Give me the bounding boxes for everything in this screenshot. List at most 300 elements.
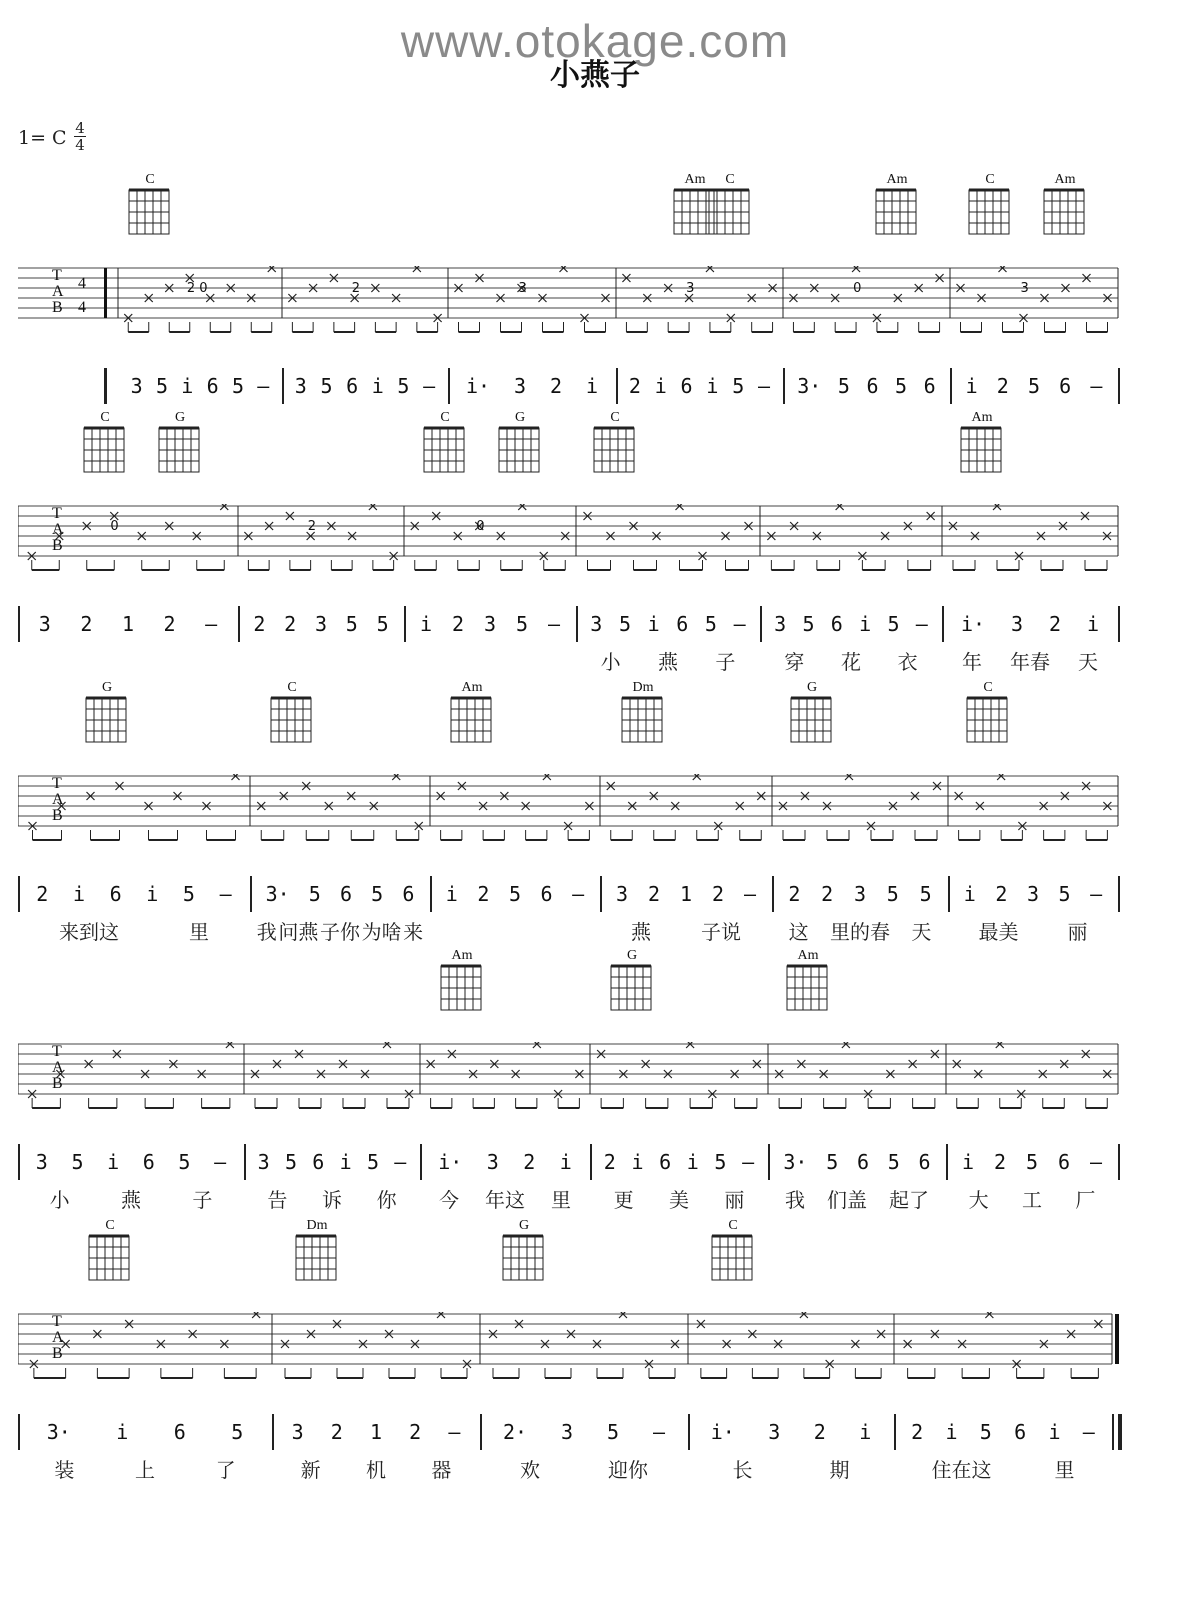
jianpu-note: 2·: [502, 1420, 528, 1444]
jianpu-note: 5: [231, 1420, 244, 1444]
jianpu-note: i: [859, 612, 872, 636]
lyric-measure: [948, 644, 1112, 676]
chord-name: G: [806, 680, 818, 695]
tab-measure: [697, 1312, 885, 1378]
chord-grid: [127, 188, 173, 238]
lyric-syllable: 工: [1021, 1187, 1042, 1212]
jianpu-note: 5: [886, 882, 899, 906]
chord-grid: [1042, 188, 1088, 238]
chord-grid: [82, 426, 128, 476]
lyric-syllable: 里: [189, 919, 209, 944]
jianpu-measure: [622, 368, 777, 404]
chord-diagram: [612, 680, 674, 746]
jianpu-note: 2: [253, 612, 266, 636]
lyric-measure: [256, 914, 424, 946]
lyric-syllable: 子: [192, 1187, 213, 1212]
jianpu-row: [18, 1414, 1158, 1450]
jianpu-bar-line: [783, 368, 785, 404]
tab-measure: [411, 504, 570, 570]
lyric-measure: [900, 1452, 1106, 1484]
jianpu-bar-line: [1112, 1414, 1114, 1450]
jianpu-note: i: [945, 1420, 958, 1444]
lyric-syllable: 更: [613, 1187, 634, 1212]
tab-note: [845, 774, 853, 780]
jianpu-note: 6: [142, 1150, 155, 1174]
tab-clef-letter: T: [52, 1313, 62, 1330]
tab-clef-letter: B: [52, 1075, 63, 1092]
tab-fret-number: 0: [476, 519, 485, 534]
jianpu-note: i·: [465, 374, 491, 398]
jianpu-note: 2: [451, 612, 465, 636]
tab-measure: [775, 1042, 939, 1108]
jianpu-note: 3·: [46, 1420, 71, 1444]
tab-measure: [622, 266, 776, 332]
svg-text:4: 4: [78, 299, 86, 316]
chord-diagram: [74, 410, 136, 476]
lyric-syllable: 为啥: [361, 919, 402, 944]
chord-diagram: [699, 172, 761, 238]
tab-clef-letter: A: [52, 283, 64, 300]
jianpu-note: i: [1048, 1420, 1061, 1444]
lyric-syllable: 诉: [321, 1187, 342, 1212]
jianpu-measure: [250, 1144, 414, 1180]
jianpu-note: 3: [294, 374, 307, 398]
jianpu-bar-line: [1118, 368, 1120, 404]
chord-diagram: [493, 1218, 555, 1284]
jianpu-note: 2: [996, 374, 1009, 398]
jianpu-bar-line: [272, 1414, 274, 1450]
tab-staff: [18, 1312, 1158, 1422]
chord-name: Am: [461, 680, 483, 695]
tab-fret-number: 2: [307, 519, 317, 534]
tab-clef-letter: B: [52, 537, 63, 554]
jianpu-note: 5: [826, 1150, 839, 1174]
jianpu-note: 2: [409, 1420, 422, 1444]
jianpu-note: 1: [121, 612, 134, 636]
jianpu-note: 2: [788, 882, 801, 906]
jianpu-measure: [952, 1144, 1112, 1180]
jianpu-bar-line: [948, 876, 950, 912]
chord-grid: [449, 696, 495, 746]
jianpu-note: 3·: [265, 882, 290, 906]
tab-note: [996, 1042, 1004, 1048]
tab-measure: [124, 266, 276, 332]
jianpu-note: 6: [402, 882, 415, 906]
chord-grid: [785, 964, 831, 1014]
lyric-syllable: 欢: [520, 1457, 540, 1482]
tab-note: [993, 504, 1001, 510]
tab-measure: [767, 504, 934, 570]
jianpu-note: i: [419, 612, 433, 636]
jianpu-note: i: [961, 1150, 975, 1174]
jianpu-note: 5: [320, 374, 333, 398]
lyric-measure: [766, 644, 936, 676]
jianpu-note: 3: [291, 1420, 304, 1444]
jianpu-bar-line: [244, 1144, 246, 1180]
jianpu-note: 3: [561, 1420, 574, 1444]
jianpu-note: 6: [680, 374, 693, 398]
tab-fret-number: 3: [1020, 281, 1029, 296]
lyric-measure: [606, 914, 766, 946]
lyric-syllable: 我: [785, 1187, 805, 1212]
lyric-measure: [952, 1182, 1112, 1214]
lyric-syllable: 丽: [724, 1187, 745, 1212]
watermark: www.otokage.com: [400, 15, 790, 67]
jianpu-measure: [766, 606, 936, 642]
jianpu-measure: [900, 1414, 1106, 1450]
lyric-measure: [278, 1452, 474, 1484]
tab-clef-letter: T: [52, 1043, 62, 1060]
tab-note: [226, 1042, 234, 1048]
chord-name: C: [440, 410, 450, 425]
jianpu-note: i·: [710, 1420, 735, 1444]
tab-measure: [455, 266, 610, 332]
tab-measure: [904, 1312, 1103, 1378]
key-signature: 1= C: [18, 127, 67, 149]
jianpu-note: 5: [155, 374, 169, 398]
jianpu-end-bar: [1118, 1414, 1122, 1450]
jianpu-bar-line: [942, 606, 944, 642]
chord-name: Am: [886, 172, 908, 187]
jianpu-note: 5: [345, 612, 358, 636]
jianpu-note: i: [963, 882, 976, 906]
jianpu-note: i: [72, 882, 85, 906]
jianpu-measure: [778, 876, 942, 912]
chord-diagram: [781, 680, 843, 746]
jianpu-bar-line: [250, 876, 252, 912]
jianpu-bar-line: [420, 1144, 422, 1180]
tab-measure: [489, 1312, 679, 1378]
lyric-syllable: 子: [715, 649, 736, 674]
jianpu-note: 5: [606, 1420, 620, 1444]
lyric-syllable: 器: [431, 1457, 452, 1482]
jianpu-note: 5: [1025, 1150, 1039, 1174]
jianpu-bar-line: [282, 368, 284, 404]
jianpu-note: 5: [895, 374, 908, 398]
jianpu-note: 2: [284, 612, 297, 636]
jianpu-note: 5: [1058, 882, 1071, 906]
tab-note: [518, 504, 526, 510]
lyric-syllable: 告: [267, 1187, 288, 1212]
jianpu-measure: [606, 876, 766, 912]
lyric-syllable: 美: [668, 1187, 689, 1212]
jianpu-note: 3: [774, 612, 787, 636]
chord-grid: [789, 696, 835, 746]
jianpu-note: 5: [508, 882, 521, 906]
jianpu-note: 5: [732, 374, 745, 398]
lyric-measure: [24, 914, 244, 946]
score-system: [0, 948, 1190, 1218]
jianpu-note: –: [915, 612, 928, 636]
lyric-measure: [582, 644, 754, 676]
jianpu-note: 5: [284, 1150, 298, 1174]
jianpu-note: 6: [206, 374, 219, 398]
jianpu-note: i: [146, 882, 159, 906]
jianpu-measure: [948, 606, 1112, 642]
chord-grid: [592, 426, 638, 476]
tab-clef-letter: T: [52, 775, 62, 792]
jianpu-measure: [124, 368, 276, 404]
jianpu-note: 5: [182, 882, 195, 906]
chord-name: G: [514, 410, 526, 425]
lyric-measure: [694, 1452, 888, 1484]
jianpu-note: –: [423, 374, 436, 398]
jianpu-note: i: [371, 374, 384, 398]
jianpu-note: i: [686, 1150, 699, 1174]
tab-note: [800, 1312, 808, 1318]
jianpu-measure: [596, 1144, 762, 1180]
jianpu-note: 3: [853, 882, 867, 906]
jianpu-note: 3: [514, 374, 527, 398]
lyric-syllable: 问燕: [278, 919, 319, 944]
chord-diagram: [951, 410, 1013, 476]
jianpu-note: 3: [590, 612, 603, 636]
chord-grid: [157, 426, 203, 476]
jianpu-note: 6: [173, 1420, 186, 1444]
chord-diagram: [79, 1218, 141, 1284]
tab-measure: [597, 1042, 761, 1108]
jianpu-bar-line: [1118, 1144, 1120, 1180]
tab-clef-letter: B: [52, 807, 63, 824]
jianpu-measure: [774, 1144, 940, 1180]
tab-note: [997, 774, 1005, 780]
tab-note: [693, 774, 701, 780]
jianpu-note: –: [1090, 374, 1103, 398]
tab-fret-number: 0: [110, 519, 119, 534]
jianpu-measure: [24, 876, 244, 912]
tab-clef-letter: A: [52, 1059, 64, 1076]
lyric-syllable: 年这: [485, 1187, 525, 1212]
jianpu-note: –: [394, 1150, 407, 1174]
chord-name: C: [100, 410, 110, 425]
chord-name: G: [626, 948, 638, 963]
jianpu-note: 6: [346, 374, 359, 398]
lyric-syllable: 花: [840, 649, 861, 674]
jianpu-note: 3: [486, 1150, 499, 1174]
jianpu-note: –: [742, 1150, 755, 1174]
jianpu-bar-line: [18, 606, 20, 642]
svg-text:4: 4: [78, 275, 86, 292]
jianpu-note: i: [631, 1150, 644, 1174]
jianpu-note: 5: [618, 612, 631, 636]
tab-note: [543, 774, 551, 780]
tab-staff-svg: [18, 1042, 1158, 1152]
jianpu-note: 5: [979, 1420, 992, 1444]
jianpu-note: 6: [866, 374, 879, 398]
tab-measure: [953, 1042, 1112, 1108]
lyric-syllable: 起了: [889, 1187, 929, 1212]
tab-measure: [288, 266, 441, 332]
jianpu-bar-line: [18, 1414, 20, 1450]
time-signature: [74, 120, 86, 153]
tab-note: [836, 504, 844, 510]
jianpu-note: 6: [1059, 374, 1072, 398]
jianpu-note: 2: [821, 882, 834, 906]
jianpu-note: i: [181, 374, 194, 398]
tab-measure: [281, 1312, 471, 1378]
jianpu-note: 3: [615, 882, 629, 906]
tab-note: [706, 266, 714, 272]
jianpu-note: 1: [679, 882, 693, 906]
chord-diagram: [957, 680, 1019, 746]
jianpu-note: 5: [887, 612, 900, 636]
chord-diagram: [1034, 172, 1096, 238]
jianpu-note: 5: [1027, 374, 1040, 398]
tab-note: [437, 1312, 445, 1318]
jianpu-note: –: [1090, 882, 1103, 906]
chord-grid: [609, 964, 655, 1014]
lyrics-row: [18, 1452, 1158, 1484]
score-system: [0, 172, 1190, 442]
tab-note: [369, 504, 377, 510]
jianpu-bar-line: [768, 1144, 770, 1180]
jianpu-note: 3: [35, 1150, 48, 1174]
tab-note: [686, 1042, 694, 1048]
tab-note: [268, 266, 276, 272]
jianpu-note: 5: [802, 612, 815, 636]
jianpu-bar-line: [404, 606, 406, 642]
tab-measure: [949, 504, 1111, 570]
jianpu-note: 2: [163, 612, 176, 636]
lyric-syllable: 里: [1054, 1457, 1075, 1482]
lyric-syllable: 丽: [1067, 919, 1088, 944]
jianpu-measure: [410, 606, 570, 642]
chord-diagram: [286, 1218, 348, 1284]
jianpu-note: 3: [130, 374, 143, 398]
lyric-syllable: 大: [968, 1187, 989, 1212]
chord-diagram: [601, 948, 663, 1014]
chord-grid: [620, 696, 666, 746]
lyric-measure: [24, 1452, 266, 1484]
jianpu-note: 6: [659, 1150, 672, 1174]
tab-note: [852, 266, 860, 272]
jianpu-measure: [789, 368, 944, 404]
chord-diagram: [489, 410, 551, 476]
chord-grid: [965, 696, 1011, 746]
jianpu-measure: [486, 1414, 682, 1450]
jianpu-note: –: [205, 612, 218, 636]
chord-grid: [84, 696, 130, 746]
chord-name: Dm: [306, 1218, 328, 1233]
chord-row: [0, 172, 1190, 272]
jianpu-note: 5: [714, 1150, 727, 1174]
tab-measure: [957, 266, 1112, 332]
jianpu-note: 5: [376, 612, 389, 636]
jianpu-note: –: [257, 374, 270, 398]
tab-staff-svg: [18, 1312, 1158, 1422]
chord-name: C: [145, 172, 155, 187]
tab-note: [560, 266, 568, 272]
jianpu-note: 5: [371, 882, 384, 906]
chord-name: Dm: [632, 680, 654, 695]
lyric-syllable: 们盖: [827, 1187, 867, 1212]
tab-measure: [584, 504, 753, 570]
chord-grid: [87, 1234, 133, 1284]
jianpu-note: –: [214, 1150, 227, 1174]
lyric-measure: [954, 914, 1112, 946]
jianpu-note: 2: [523, 1150, 536, 1174]
jianpu-note: 2: [995, 882, 1008, 906]
lyric-measure: [778, 914, 942, 946]
tab-measure: [427, 1042, 584, 1108]
chord-grid: [967, 188, 1013, 238]
jianpu-note: 2: [1048, 612, 1062, 636]
chord-name: Am: [684, 172, 706, 187]
lyric-syllable: 年: [962, 649, 982, 674]
jianpu-bar-line: [448, 368, 450, 404]
jianpu-note: 5: [178, 1150, 191, 1174]
lyric-syllable: 了: [215, 1457, 236, 1482]
jianpu-note: 6: [830, 612, 843, 636]
jianpu-measure: [24, 606, 232, 642]
lyric-syllable: 里: [551, 1187, 571, 1212]
chord-name: C: [728, 1218, 738, 1233]
score-system: [0, 410, 1190, 680]
chord-grid: [422, 426, 468, 476]
jianpu-measure: [956, 368, 1112, 404]
jianpu-note: 2: [993, 1150, 1007, 1174]
jianpu-note: i: [647, 612, 660, 636]
chord-name: C: [105, 1218, 115, 1233]
lyric-syllable: 最美: [978, 919, 1019, 944]
chord-grid: [269, 696, 315, 746]
jianpu-note: 1: [369, 1420, 382, 1444]
tab-note: [413, 266, 421, 272]
lyric-syllable: 里的春: [829, 919, 890, 944]
chord-grid: [439, 964, 485, 1014]
lyric-syllable: 我: [256, 919, 277, 944]
lyric-syllable: 机: [365, 1457, 386, 1482]
jianpu-note: i: [654, 374, 667, 398]
chord-row: [0, 1218, 1190, 1318]
lyric-syllable: 天: [911, 919, 932, 944]
lyric-syllable: 来: [403, 919, 424, 944]
tab-measure: [789, 266, 943, 332]
lyric-syllable: 来到这: [59, 919, 119, 944]
jianpu-note: 5: [837, 374, 850, 398]
tab-clef-letter: A: [52, 791, 64, 808]
lyric-syllable: 今: [439, 1187, 459, 1212]
lyric-syllable: 住在这: [931, 1457, 992, 1482]
jianpu-note: i: [1086, 612, 1100, 636]
jianpu-note: 5: [919, 882, 932, 906]
jianpu-note: 5: [397, 374, 410, 398]
tab-staff: [18, 774, 1158, 884]
jianpu-row: [18, 368, 1158, 404]
chord-grid: [707, 188, 753, 238]
tab-note: [220, 504, 228, 510]
chord-grid: [874, 188, 920, 238]
chord-name: Am: [1054, 172, 1076, 187]
jianpu-measure: [582, 606, 754, 642]
jianpu-note: 6: [923, 374, 936, 398]
lyric-syllable: 这: [788, 919, 809, 944]
jianpu-bar-line: [600, 876, 602, 912]
jianpu-measure: [256, 876, 424, 912]
jianpu-note: 5: [515, 612, 529, 636]
jianpu-note: 2: [628, 374, 641, 398]
tab-measure: [607, 774, 766, 840]
lyric-syllable: 小: [49, 1187, 70, 1212]
chord-diagram: [959, 172, 1021, 238]
jianpu-measure: [24, 1414, 266, 1450]
tab-measure: [244, 504, 397, 570]
jianpu-note: –: [219, 882, 232, 906]
tab-fret-number: 0: [853, 281, 862, 296]
jianpu-note: 6: [312, 1150, 325, 1174]
jianpu-bar-line: [576, 606, 578, 642]
jianpu-measure: [694, 1414, 888, 1450]
